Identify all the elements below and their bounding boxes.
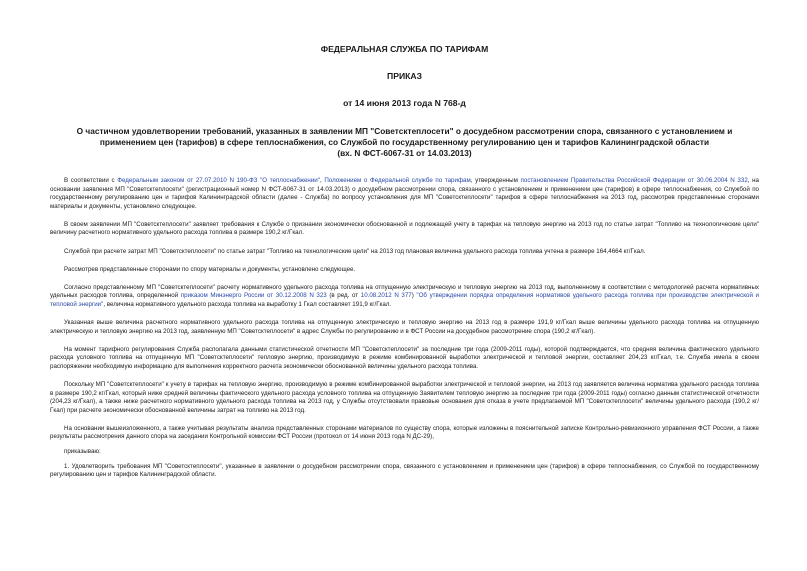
document-date-number: от 14 июня 2013 года N 768-д [343, 98, 466, 108]
title-line-1: О частичном удовлетворении требований, указанных в заявлении МП "Советсктеплосети" о досудебном рассмотрении спора, связанного с установлением и [76, 126, 733, 136]
document-title [50, 126, 759, 159]
paragraph-statistics: На момент тарифного регулирования Служба располагала данными статистической отчетности МП "Советсктеплосети" за последние три года (2009-2011 годы), которой подтверждается, что средняя величина фактического удельного расхода условного топлива на отпущенную МП "Советсктеплосети" тепловую энергию, производимую в режиме комбинированной выработки электрической и тепловой энергии, составляет 204,23 кг/Гкал, т.е. Служба имела в своем распоряжении необходимую информацию для выполнения корректного расчета экономически обоснованной величины удельного расхода топлива. [50, 345, 759, 370]
paragraph-review: Рассмотрев представленные сторонами по спору материалы и документы, установлено следующее. [64, 265, 356, 273]
paragraph-preamble: В соответствии с Федеральным законом от 27.07.2010 N 190-ФЗ "О теплоснабжении", Положением о Федеральной службе по тарифам, утвержденным постановлением Правительства Российской Федерации от 30.06.2004 N 332, на основании заявления МП "Советсктеплосети" (регистрационный номер N ФСТ-6067-31 от 14.03.2013) о досудебном рассмотрении спора, связанного с установлением и применением цен (тарифов) в сфере теплоснабжения, со Службой по государственному регулированию цен и тарифов Калининградской области (далее - Служба) по вопросу установления для МП "Советсктеплосети" тарифов в сфере теплоснабжения на 2013 год, рассмотрев представленные сторонами материалы и документы, установлено следующее. [50, 177, 759, 210]
link-federal-law-190[interactable]: Федеральным законом от 27.07.2010 N 190-ФЗ "О теплоснабжении" [117, 177, 320, 184]
paragraph-order-word: приказываю: [64, 448, 101, 456]
paragraph-basis: На основании вышеизложенного, а также учитывая результаты анализа представленных сторонами материалов по существу спора, которые изложены в пояснительной записке Контрольно-ревизионного управления ФСТ России, а также результаты рассмотрения данного спора на заседании Контрольной комиссии ФСТ России (протокол от 14 июня 2013 года N ДС-29), [50, 424, 759, 441]
paragraph-comparison: Указанная выше величина расчетного нормативного удельного расхода топлива на отпущенную электрическую и тепловую энергию на 2013 год в размере 191,9 кг/Гкал выше величины удельного расхода топлива на отпущенную электрическую и тепловую энергию на 2013 год, заявленную МП "Советсктеплосети" в адрес Службы по регулированию и в ФСТ России на досудебное рассмотрение спора (190,2 кг/Гкал). [50, 319, 759, 335]
paragraph-norm-calculation: Согласно представленному МП "Советсктеплосети" расчету нормативного удельного расхода топлива на отпущенную электрическую и тепловую энергию на 2013 год, выполненному в соответствии с методологией расчета нормативных удельных расходов топлива, определенной приказом Минэнерго России от 30.12.2008 N 323 (в ред. от 10.08.2012 N 377) "Об утверждении порядка определения нормативов удельного расхода топлива при производстве электрической и тепловой энергии", величина нормативного удельного расхода топлива на выработку 1 Гкал составляет 191,9 кг/Гкал. [50, 283, 759, 308]
title-line-3: (вх. N ФСТ-6067-31 от 14.03.2013) [337, 148, 472, 158]
paragraph-item-1: 1. Удовлетворить требования МП "Советсктеплосети", указанные в заявлении о досудебном рассмотрении спора, связанного с установлением и применением цен (тарифов) в сфере теплоснабжения, со Службой по государственному регулированию цен и тарифов Калининградской области. [50, 462, 759, 479]
paragraph-claim: В своем заявлении МП "Советсктеплосети" заявляет требования к Службе о признании экономически обоснованной и подлежащей учету в тарифах на тепловую энергию на 2013 год по статье затрат "Топливо на технологические цели" величину расчетного нормативного удельного расхода топлива в размере 190,2 кг/Гкал. [50, 220, 759, 237]
paragraph-conclusion: Поскольку МП "Советсктеплосети" к учету в тарифах на тепловую энергию, производимую в режиме комбинированной выработки электрической и тепловой энергии, на 2013 год заявляется величина норматива удельного расхода топлива в размере 190,2 кг/Гкал, который ниже средней величины фактического удельного расхода условного топлива на отпущенную Заявителем тепловую энергию за последние три года (2009-2011 годы) согласно данным статистической отчетности (204,23 кг/Гкал), а также ниже расчетного нормативного удельного расхода топлива на 2013 год, у Службы отсутствовали правовые основания для отказа в учете предлагаемой МП "Советсктеплосети" величины удельного расхода (190,2 кг/Гкал) при расчете экономически обоснованной величины затрат на топливо на 2013 год. [50, 381, 759, 414]
paragraph-service-calc: Службой при расчете затрат МП "Советсктеплосети" по статье затрат "Топливо на технологические цели" на 2013 год плановая величина удельного расхода топлива учтена в размере 164,4664 кг/Гкал. [64, 247, 646, 255]
link-minenergo-order-323[interactable]: приказом Минэнерго России от 30.12.2008 N 323 [180, 292, 327, 300]
link-government-decree-332[interactable]: постановлением Правительства Российской Федерации от 30.06.2004 N 332 [520, 177, 748, 184]
link-fst-regulation[interactable]: Положением о Федеральной службе по тарифам [324, 177, 471, 184]
title-line-2: применением цен (тарифов) в сфере теплоснабжения, со Службой по государственному регулированию цен и тарифов Калининградской области [99, 137, 710, 147]
agency-name: ФЕДЕРАЛЬНАЯ СЛУЖБА ПО ТАРИФАМ [320, 44, 489, 54]
link-order-377[interactable]: 10.08.2012 N 377 [360, 292, 412, 300]
document-type: ПРИКАЗ [387, 71, 422, 81]
link-order-title[interactable]: "Об утверждении порядка определения нормативов удельного расхода топлива при производстве электрической и тепловой энергии" [50, 292, 759, 308]
